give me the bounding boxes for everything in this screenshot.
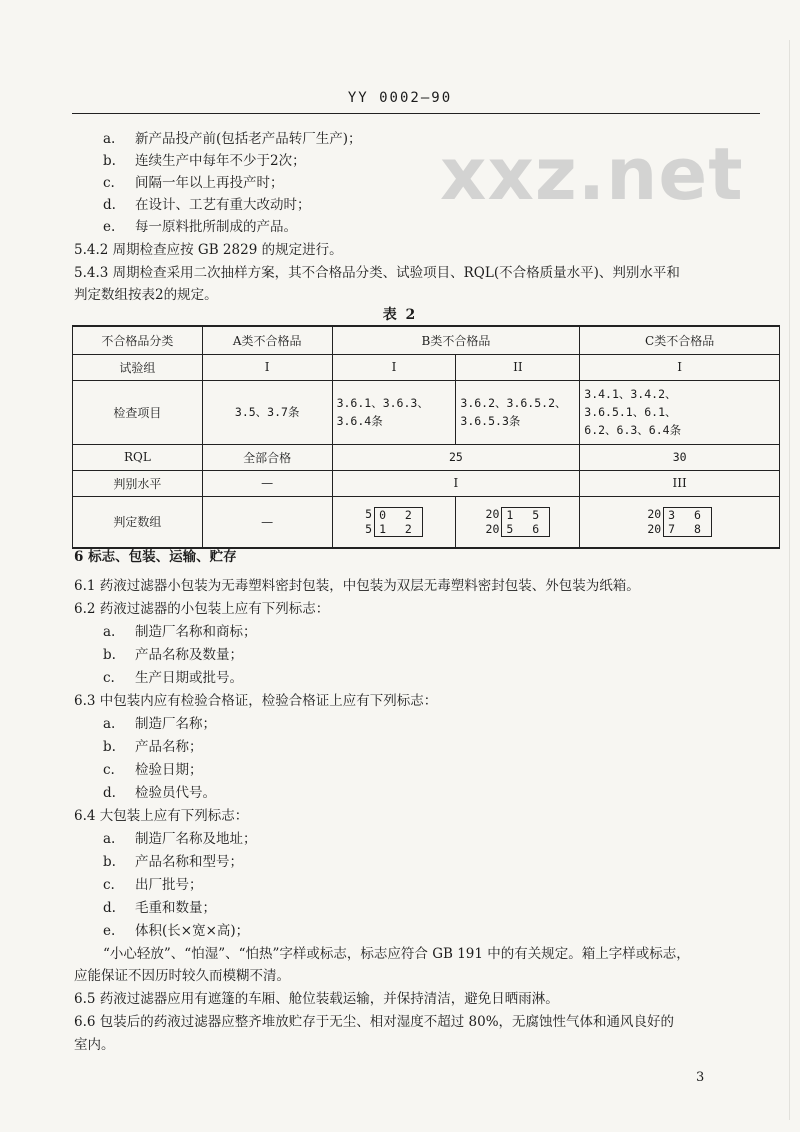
- item-line: 3.6.4条: [336, 414, 383, 428]
- list-item: [103, 853, 243, 871]
- table-cell: 30: [580, 444, 780, 470]
- list-text: 连续生产中每年不少于2次；: [135, 153, 306, 169]
- list-item: [103, 784, 216, 802]
- list-item: [103, 646, 243, 664]
- table-cell: 全部合格: [202, 444, 332, 470]
- table-header-row: [73, 326, 780, 354]
- list-marker: a.: [103, 716, 116, 732]
- table-row: [73, 470, 780, 496]
- ac-re: 5 6: [501, 522, 550, 537]
- list-marker: d.: [103, 900, 116, 916]
- table-cell: [332, 380, 456, 444]
- row-label: 判别水平: [73, 470, 203, 496]
- list-text: 每一原料批所制成的产品。: [135, 219, 297, 235]
- table-cell: I: [580, 354, 780, 380]
- clause-6-6-line1: 6.6 包装后的药液过滤器应整齐堆放贮存于无尘、相对湿度不超过 80%，无腐蚀性气体和通风良好的: [74, 1014, 675, 1030]
- table-cell: I: [332, 470, 580, 496]
- list-text: 产品名称；: [135, 739, 203, 755]
- list-item: [103, 669, 243, 687]
- list-text: 制造厂名称和商标；: [135, 624, 257, 640]
- list-item: [103, 218, 297, 236]
- list-text: 检验日期；: [135, 762, 203, 778]
- list-marker: b.: [103, 739, 116, 755]
- sample-size: 5: [365, 507, 373, 522]
- table-cell: III: [580, 470, 780, 496]
- clause-5-4-3-line1: 5.4.3 周期检查采用二次抽样方案，其不合格品分类、试验项目、RQL(不合格质量水平)、判别水平和: [74, 265, 680, 281]
- list-marker: c.: [103, 762, 115, 778]
- list-marker: c.: [103, 877, 115, 893]
- sample-size: 5: [365, 522, 373, 537]
- header-cell: B类不合格品: [332, 326, 580, 354]
- list-text: 产品名称及数量；: [135, 647, 243, 663]
- list-marker: d.: [103, 197, 116, 213]
- clause-6-5: 6.5 药液过滤器应用有遮篷的车厢、舱位装载运输，并保持清洁，避免日晒雨淋。: [74, 991, 559, 1007]
- table-cell: I: [202, 354, 332, 380]
- watermark: xxz.net: [440, 132, 744, 216]
- table-cell: 25: [332, 444, 580, 470]
- list-marker: a.: [103, 131, 116, 147]
- table-2: [72, 325, 780, 549]
- list-text: 体积(长×宽×高)；: [135, 923, 250, 939]
- table-row: [73, 380, 780, 444]
- decision-array: [647, 507, 712, 537]
- list-item: [103, 130, 362, 148]
- item-line: 3.6.2、3.6.5.2、: [460, 396, 567, 410]
- list-item: [103, 715, 216, 733]
- header-cell: C类不合格品: [580, 326, 780, 354]
- list-item: [103, 876, 203, 894]
- item-line: 6.2、6.3、6.4条: [584, 423, 682, 437]
- clause-6-4: 6.4 大包装上应有下列标志：: [74, 808, 249, 824]
- header-cell: 不合格品分类: [73, 326, 203, 354]
- sample-size: 20: [485, 507, 500, 522]
- list-text: 制造厂名称；: [135, 716, 216, 732]
- clause-6-4-note-line2: 应能保证不因历时较久而模糊不清。: [74, 968, 290, 984]
- table-row: [73, 354, 780, 380]
- clause-6-4-note-line1: “小心轻放”、“怕湿”、“怕热”字样或标志，标志应符合 GB 191 中的有关规定。箱上字样或标志，: [103, 946, 690, 962]
- table-row: [73, 444, 780, 470]
- list-text: 毛重和数量；: [135, 900, 216, 916]
- list-text: 检验员代号。: [135, 785, 216, 801]
- table-cell: [332, 496, 456, 548]
- table-cell: [456, 380, 580, 444]
- standard-number-header: YY 0002—90: [347, 90, 453, 106]
- ac-re: 1 5: [501, 507, 550, 522]
- sample-size: 20: [647, 507, 662, 522]
- table-cell: —: [202, 470, 332, 496]
- item-line: 3.4.1、3.4.2、: [584, 387, 677, 401]
- list-marker: a.: [103, 624, 116, 640]
- list-marker: c.: [103, 175, 115, 191]
- item-line: 3.6.1、3.6.3、: [336, 396, 429, 410]
- row-label: RQL: [73, 444, 203, 470]
- list-item: [103, 623, 257, 641]
- table-caption: 表 2: [382, 307, 418, 323]
- header-cell: A类不合格品: [202, 326, 332, 354]
- list-marker: a.: [103, 831, 116, 847]
- table-cell: [580, 496, 780, 548]
- ac-re: 3 6: [663, 507, 712, 522]
- list-text: 生产日期或批号。: [135, 670, 243, 686]
- sample-size: 20: [647, 522, 662, 537]
- list-text: 产品名称和型号；: [135, 854, 243, 870]
- table-cell: [580, 380, 780, 444]
- clause-6-1: 6.1 药液过滤器小包装为无毒塑料密封包装，中包装为双层无毒塑料密封包装、外包装为纸箱。: [74, 578, 640, 594]
- clause-6-6-line2: 室内。: [74, 1037, 115, 1053]
- list-marker: d.: [103, 785, 116, 801]
- table-row: [73, 496, 780, 548]
- list-item: [103, 196, 311, 214]
- list-marker: e.: [103, 219, 116, 235]
- scan-edge-line: [789, 40, 790, 1120]
- list-text: 间隔一年以上再投产时；: [135, 175, 284, 191]
- list-text: 在设计、工艺有重大改动时；: [135, 197, 311, 213]
- clause-5-4-3-line2: 判定数组按表2的规定。: [74, 287, 218, 303]
- ac-re: 7 8: [663, 522, 712, 537]
- list-item: [103, 738, 203, 756]
- item-line: 3.6.5.1、6.1、: [584, 405, 677, 419]
- list-item: [103, 761, 203, 779]
- table-cell: —: [202, 496, 332, 548]
- list-text: 新产品投产前(包括老产品转厂生产)；: [135, 131, 362, 147]
- ac-re: 1 2: [374, 522, 423, 537]
- list-marker: c.: [103, 670, 115, 686]
- list-marker: b.: [103, 854, 116, 870]
- decision-array: [486, 507, 551, 537]
- table-cell: II: [456, 354, 580, 380]
- list-item: [103, 174, 284, 192]
- list-item: [103, 922, 249, 940]
- item-line: 3.6.5.3条: [460, 414, 521, 428]
- list-item: [103, 830, 257, 848]
- header-rule: [72, 113, 760, 114]
- list-marker: b.: [103, 647, 116, 663]
- ac-re: 0 2: [374, 507, 423, 522]
- row-label: 试验组: [73, 354, 203, 380]
- sample-size: 20: [485, 522, 500, 537]
- page-number: 3: [696, 1070, 705, 1085]
- list-item: [103, 152, 306, 170]
- list-marker: e.: [103, 923, 116, 939]
- list-marker: b.: [103, 153, 116, 169]
- table-cell: I: [332, 354, 456, 380]
- section-6-title: 6 标志、包装、运输、贮存: [74, 549, 237, 565]
- list-text: 出厂批号；: [135, 877, 203, 893]
- list-text: 制造厂名称及地址；: [135, 831, 257, 847]
- row-label: 检查项目: [73, 380, 203, 444]
- clause-6-3: 6.3 中包装内应有检验合格证，检验合格证上应有下列标志：: [74, 693, 438, 709]
- table-cell: [456, 496, 580, 548]
- table-cell: 3.5、3.7条: [202, 380, 332, 444]
- decision-array: [365, 507, 423, 537]
- clause-5-4-2: 5.4.2 周期检查应按 GB 2829 的规定进行。: [74, 242, 343, 258]
- row-label: 判定数组: [73, 496, 203, 548]
- clause-6-2: 6.2 药液过滤器的小包装上应有下列标志：: [74, 601, 330, 617]
- list-item: [103, 899, 216, 917]
